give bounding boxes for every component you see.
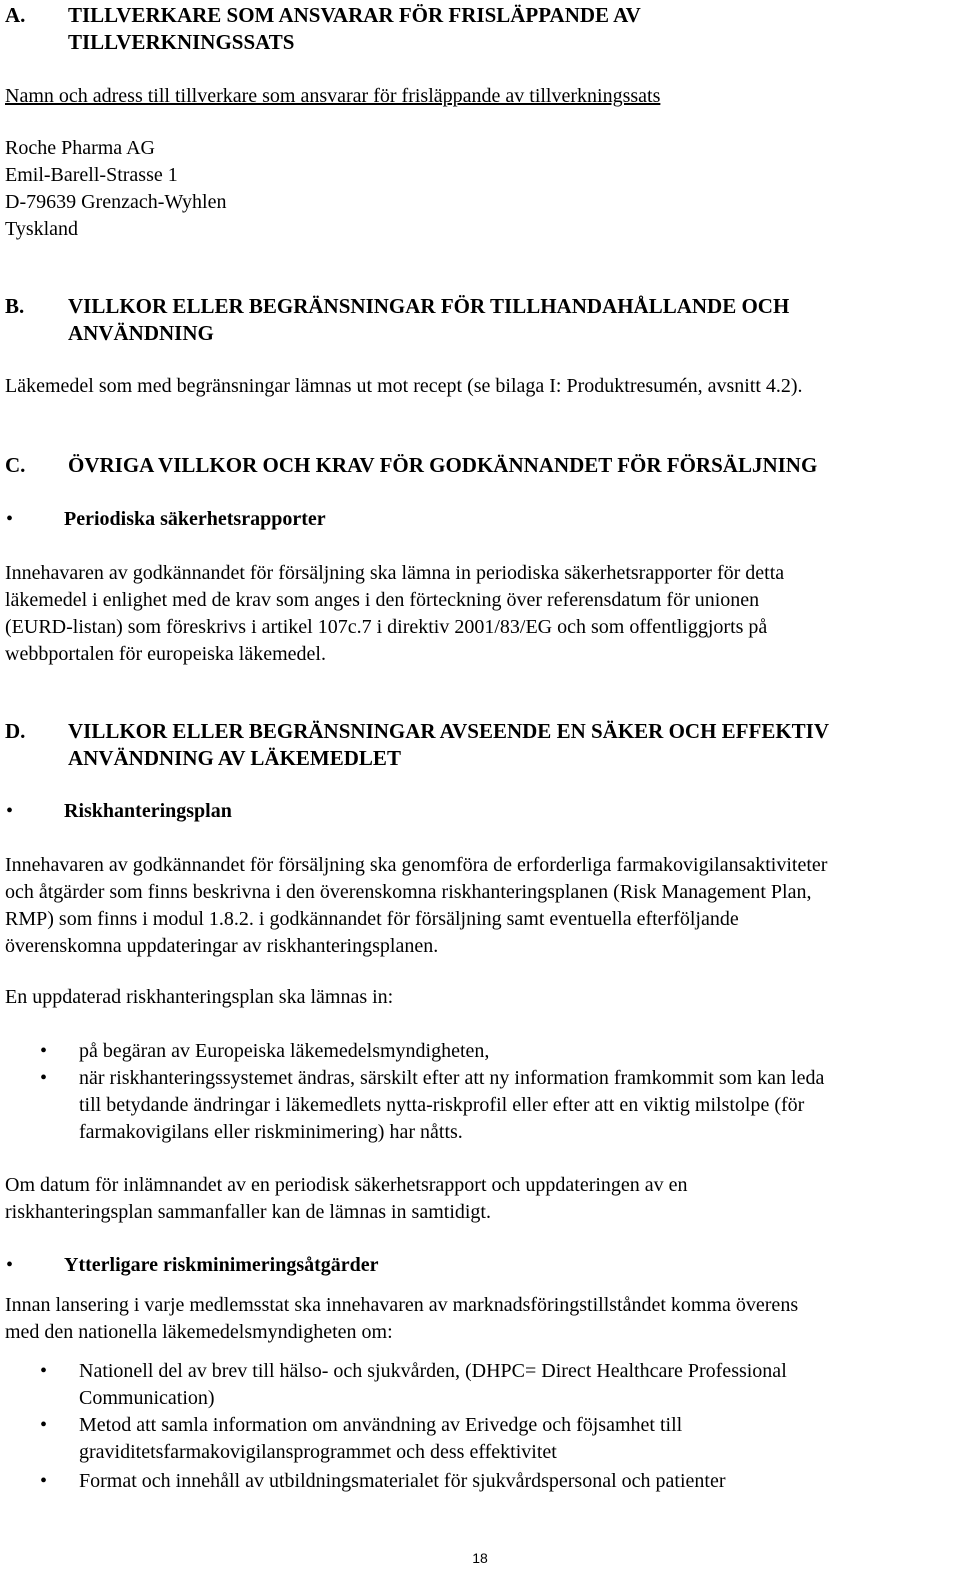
list-item — [79, 1412, 682, 1466]
page-number: 18 — [472, 1550, 488, 1566]
list-item-line: på begäran av Europeiska läkemedelsmyndigheten, — [79, 1040, 490, 1062]
address-line: Tyskland — [5, 218, 79, 240]
section-d-paragraph2: En uppdaterad riskhanteringsplan ska lämnas in: — [5, 986, 394, 1008]
list-item-line: Format och innehåll av utbildningsmaterialet för sjukvårdspersonal och patienter — [79, 1470, 726, 1492]
bullet-icon: • — [40, 1040, 48, 1062]
list-item-line: farmakovigilans eller riskminimering) har nåtts. — [79, 1121, 463, 1143]
paragraph-line: Om datum för inlämnandet av en periodisk säkerhetsrapport och uppdateringen av en — [5, 1174, 688, 1196]
section-d-heading-line2: ANVÄNDNING AV LÄKEMEDLET — [68, 746, 401, 770]
bullet-icon: • — [40, 1470, 48, 1492]
paragraph-line: Innehavaren av godkännandet för försäljning ska lämna in periodiska säkerhetsrapporter för detta — [5, 562, 785, 584]
section-c-paragraph — [5, 560, 784, 668]
section-a-letter: A. — [5, 3, 26, 27]
section-d-paragraph3 — [5, 1172, 688, 1226]
address-line: D-79639 Grenzach-Wyhlen — [5, 191, 227, 213]
list-item — [79, 1468, 725, 1495]
list-item — [79, 1038, 489, 1065]
manufacturer-address — [5, 135, 226, 243]
list-item-line: Communication) — [79, 1387, 215, 1409]
section-d-paragraph1 — [5, 852, 827, 960]
list-item — [79, 1358, 787, 1412]
bullet-icon: • — [40, 1360, 48, 1382]
section-d-bullet1-title: Riskhanteringsplan — [64, 800, 232, 822]
paragraph-line: Innan lansering i varje medlemsstat ska innehavaren av marknadsföringstillståndet komma överens — [5, 1294, 799, 1316]
list-item-line: graviditetsfarmakovigilansprogrammet och dess effektivitet — [79, 1441, 557, 1463]
list-item-line: Metod att samla information om användning av Erivedge och föjsamhet till — [79, 1414, 683, 1436]
section-c-bullet-title: Periodiska säkerhetsrapporter — [64, 508, 326, 530]
bullet-icon: • — [40, 1067, 48, 1089]
section-d-heading-line1: VILLKOR ELLER BEGRÄNSNINGAR AVSEENDE EN SÄKER OCH EFFEKTIV — [68, 719, 830, 743]
section-b-heading-line1: VILLKOR ELLER BEGRÄNSNINGAR FÖR TILLHANDAHÅLLANDE OCH — [68, 294, 790, 318]
section-b-letter: B. — [5, 294, 25, 318]
section-c-letter: C. — [5, 453, 26, 477]
paragraph-line: webbportalen för europeiska läkemedel. — [5, 643, 326, 665]
paragraph-line: riskhanteringsplan sammanfaller kan de lämnas in samtidigt. — [5, 1201, 491, 1223]
list-item-line: Nationell del av brev till hälso- och sjukvården, (DHPC= Direct Healthcare Professional — [79, 1360, 787, 1382]
section-d-letter: D. — [5, 719, 26, 743]
section-d-paragraph4 — [5, 1292, 798, 1346]
list-item — [79, 1065, 824, 1146]
section-a-heading-line1: TILLVERKARE SOM ANSVARAR FÖR FRISLÄPPANDE AV — [68, 3, 641, 27]
section-d-bullet2-title: Ytterligare riskminimeringsåtgärder — [64, 1254, 379, 1276]
paragraph-line: RMP) som finns i modul 1.8.2. i godkännandet för försäljning samt eventuella efterföljande — [5, 908, 739, 930]
paragraph-line: läkemedel i enlighet med de krav som anges i den förteckning över referensdatum för unionen — [5, 589, 760, 611]
bullet-icon: • — [6, 508, 14, 530]
address-line: Roche Pharma AG — [5, 137, 155, 159]
address-line: Emil-Barell-Strasse 1 — [5, 164, 178, 186]
list-item-line: till betydande ändringar i läkemedlets nytta-riskprofil eller efter att en viktig milstolpe (för — [79, 1094, 805, 1116]
section-c-heading-line1: ÖVRIGA VILLKOR OCH KRAV FÖR GODKÄNNANDET FÖR FÖRSÄLJNING — [68, 453, 818, 477]
paragraph-line: (EURD-listan) som föreskrivs i artikel 107c.7 i direktiv 2001/83/EG och som offentliggjorts på — [5, 616, 768, 638]
bullet-icon: • — [6, 1254, 14, 1276]
list-item-line: när riskhanteringssystemet ändras, särskilt efter att ny information framkommit som kan leda — [79, 1067, 825, 1089]
paragraph-line: överenskomna uppdateringar av riskhanteringsplanen. — [5, 935, 439, 957]
section-b-heading-line2: ANVÄNDNING — [68, 321, 214, 345]
bullet-icon: • — [40, 1414, 48, 1436]
bullet-icon: • — [6, 800, 14, 822]
section-b-paragraph: Läkemedel som med begränsningar lämnas ut mot recept (se bilaga I: Produktresumén, avsnitt 4.2). — [5, 375, 803, 397]
paragraph-line: Innehavaren av godkännandet för försäljning ska genomföra de erforderliga farmakovigilansaktiviteter — [5, 854, 828, 876]
section-a-heading-line2: TILLVERKNINGSSATS — [68, 30, 295, 54]
paragraph-line: med den nationella läkemedelsmyndigheten om: — [5, 1321, 393, 1343]
paragraph-line: och åtgärder som finns beskrivna i den överenskomna riskhanteringsplanen (Risk Management Plan, — [5, 881, 812, 903]
section-a-subheading: Namn och adress till tillverkare som ansvarar för frisläppande av tillverkningssats — [5, 85, 661, 107]
